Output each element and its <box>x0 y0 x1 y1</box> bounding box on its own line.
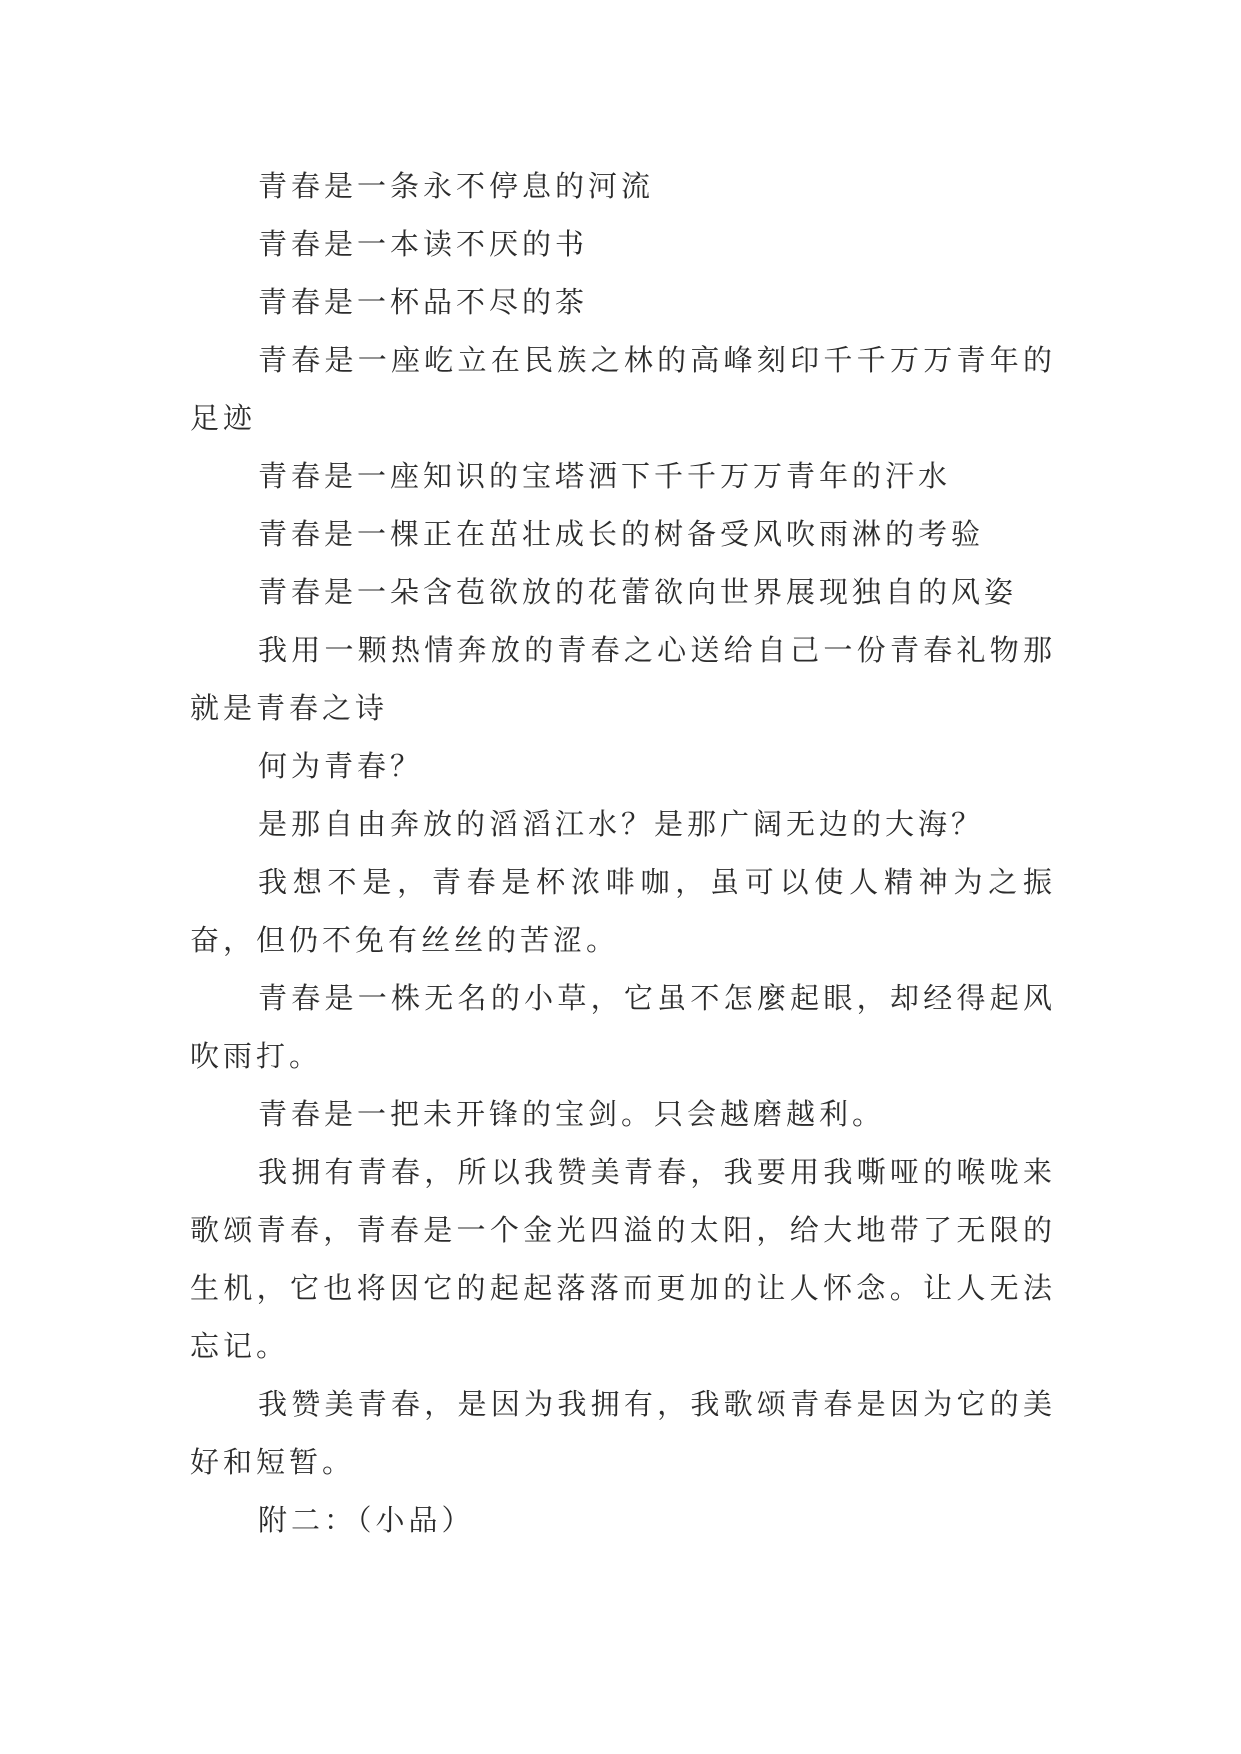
paragraph: 青春是一把未开锋的宝剑。只会越磨越利。 <box>258 1097 886 1131</box>
paragraph: 青春是一杯品不尽的茶 <box>258 285 589 319</box>
paragraph: 青春是一棵正在茁壮成长的树备受风吹雨淋的考验 <box>258 517 985 551</box>
paragraph: 青春是一株无名的小草，它虽不怎麼起眼，却经得起风吹雨打。 <box>190 981 1056 1073</box>
paragraph: 我拥有青春，所以我赞美青春，我要用我嘶哑的喉咙来歌颂青春，青春是一个金光四溢的太阳，给大地带了无限的生机，它也将因它的起起落落而更加的让人怀念。让人无法忘记。 <box>190 1155 1056 1363</box>
paragraph: 我想不是，青春是杯浓啡咖，虽可以使人精神为之振奋，但仍不免有丝丝的苦涩。 <box>190 865 1056 957</box>
appendix-heading: 附二：（小品） <box>258 1503 475 1537</box>
document-body <box>190 157 1056 1549</box>
paragraph: 青春是一座知识的宝塔洒下千千万万青年的汗水 <box>258 459 952 493</box>
paragraph: 我用一颗热情奔放的青春之心送给自己一份青春礼物那就是青春之诗 <box>190 633 1056 725</box>
paragraph: 何为青春？ <box>258 749 424 783</box>
paragraph: 青春是一朵含苞欲放的花蕾欲向世界展现独自的风姿 <box>258 575 1018 609</box>
paragraph: 青春是一本读不厌的书 <box>258 227 589 261</box>
paragraph: 青春是一条永不停息的河流 <box>258 169 655 203</box>
paragraph: 是那自由奔放的滔滔江水？是那广阔无边的大海？ <box>258 807 985 841</box>
paragraph: 青春是一座屹立在民族之林的高峰刻印千千万万青年的足迹 <box>190 343 1056 435</box>
paragraph: 我赞美青春，是因为我拥有，我歌颂青春是因为它的美好和短暂。 <box>190 1387 1056 1479</box>
